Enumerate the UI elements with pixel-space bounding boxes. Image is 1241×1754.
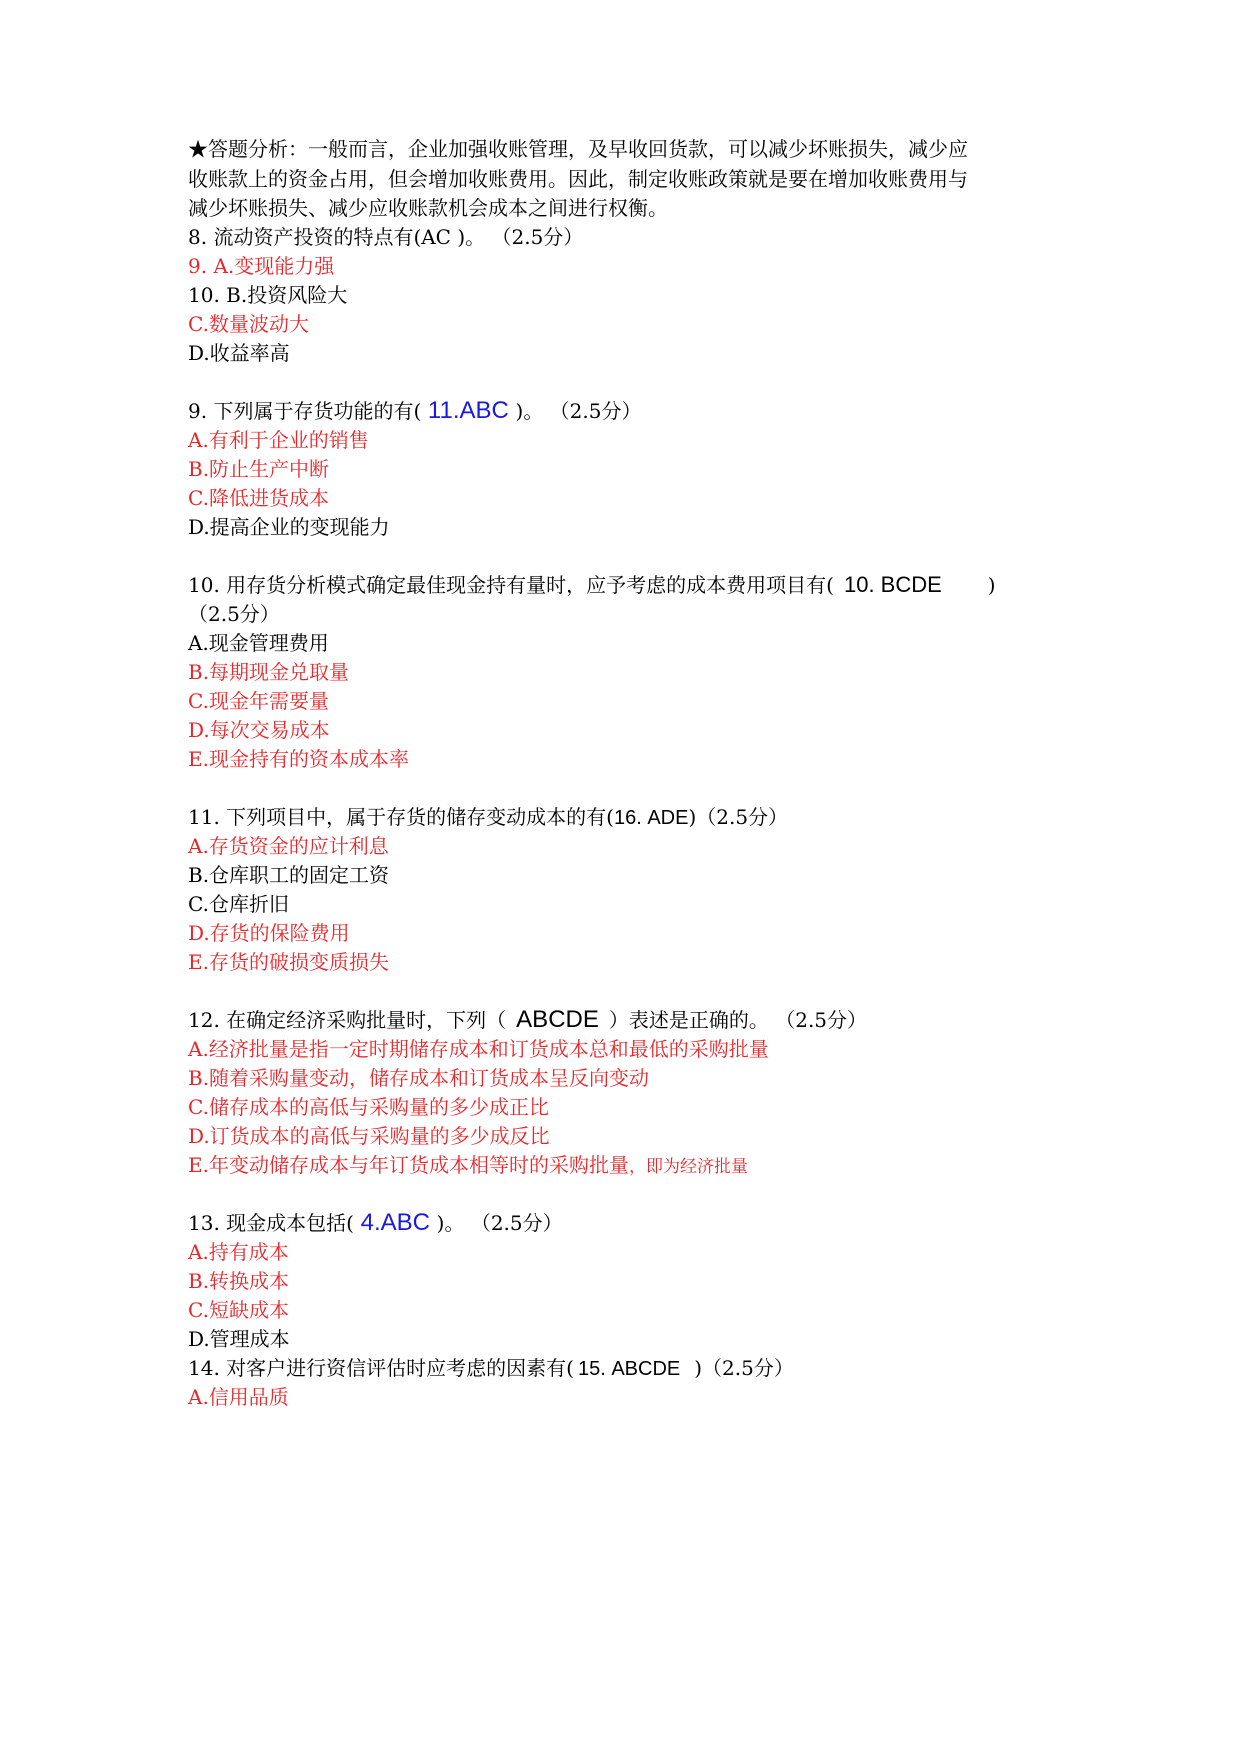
q10-option-b: B.每期现金兑取量 — [188, 660, 350, 684]
q14-option-a: A.信用品质 — [188, 1385, 289, 1409]
q12-prefix: 12. 在确定经济采购批量时，下列（ — [188, 1008, 507, 1032]
q8-option-d: D.收益率高 — [188, 341, 290, 365]
q13-option-c: C.短缺成本 — [188, 1298, 289, 1322]
q12-suffix: ）表述是正确的。 （2.5分） — [608, 1008, 868, 1032]
q9-option-b: B.防止生产中断 — [188, 457, 330, 481]
q14-suffix: )（2.5分） — [694, 1356, 794, 1380]
q13-prefix: 13. 现金成本包括( — [188, 1211, 354, 1235]
q11-option-c: C.仓库折旧 — [188, 892, 289, 916]
q12-option-a: A.经济批量是指一定时期储存成本和订货成本总和最低的采购批量 — [188, 1037, 769, 1061]
q14-answer: 15. ABCDE — [577, 1358, 681, 1380]
q12-option-e-tail: ，即为经济批量 — [628, 1157, 748, 1177]
q9-option-a: A.有利于企业的销售 — [188, 428, 369, 452]
question-14 — [188, 1356, 794, 1381]
q12-option-b: B.随着采购量变动，储存成本和订货成本呈反向变动 — [188, 1066, 650, 1090]
q12-option-d: D.订货成本的高低与采购量的多少成反比 — [188, 1124, 550, 1148]
analysis-line-3: 减少坏账损失、减少应收账款机会成本之间进行权衡。 — [188, 196, 668, 220]
analysis-line-2: 收账款上的资金占用，但会增加收账费用。因此，制定收账政策就是要在增加收账费用与 — [188, 167, 968, 191]
q13-option-a: A.持有成本 — [188, 1240, 289, 1264]
q13-answer: 4.ABC — [353, 1209, 437, 1236]
q11-suffix: )（2.5分） — [688, 805, 789, 829]
analysis-line-1: ★答题分析：一般而言，企业加强收账管理，及早收回货款，可以减少坏账损失，减少应 — [188, 137, 968, 161]
q11-prefix: 11. 下列项目中，属于存货的储存变动成本的有( — [188, 805, 614, 829]
q8-option-a: 9. A.变现能力强 — [188, 254, 335, 278]
q10-answer: 10. BCDE — [843, 572, 942, 597]
q11-option-b: B.仓库职工的固定工资 — [188, 863, 390, 887]
q10-option-d: D.每次交易成本 — [188, 718, 330, 742]
question-13 — [188, 1211, 563, 1235]
q8-option-c: C.数量波动大 — [188, 312, 309, 336]
q9-option-c: C.降低进货成本 — [188, 486, 329, 510]
q13-suffix: )。 （2.5分） — [436, 1211, 563, 1235]
q9-prefix: 9. 下列属于存货功能的有( — [188, 399, 422, 423]
q12-option-c: C.储存成本的高低与采购量的多少成正比 — [188, 1095, 549, 1119]
q12-option-e-main: E.年变动储存成本与年订货成本相等时的采购批量 — [188, 1153, 629, 1177]
q8-option-b: 10. B.投资风险大 — [188, 283, 348, 307]
q11-option-e: E.存货的破损变质损失 — [188, 950, 389, 974]
q10-suffix: ) — [987, 573, 996, 597]
q12-option-e — [188, 1153, 748, 1179]
q13-option-b: B.转换成本 — [188, 1269, 290, 1293]
q9-option-d: D.提高企业的变现能力 — [188, 515, 390, 539]
q10-option-e: E.现金持有的资本成本率 — [188, 747, 409, 771]
q9-answer: 11.ABC — [421, 397, 516, 424]
q13-option-d: D.管理成本 — [188, 1327, 290, 1351]
q14-prefix: 14. 对客户进行资信评估时应考虑的因素有( — [188, 1356, 574, 1380]
q10-score: （2.5分） — [188, 602, 280, 626]
q10-option-c: C.现金年需要量 — [188, 689, 329, 713]
question-11 — [188, 805, 788, 830]
q12-answer: ABCDE — [516, 1006, 599, 1033]
q11-option-d: D.存货的保险费用 — [188, 921, 350, 945]
q10-option-a: A.现金管理费用 — [188, 631, 329, 655]
q10-prefix: 10. 用存货分析模式确定最佳现金持有量时，应予考虑的成本费用项目有( — [188, 573, 834, 597]
q9-suffix: )。 （2.5分） — [515, 399, 642, 423]
q11-answer: 16. ADE — [613, 807, 689, 829]
question-10 — [188, 573, 996, 597]
question-8: 8. 流动资产投资的特点有(AC )。 （2.5分） — [188, 225, 584, 249]
question-12 — [188, 1008, 867, 1032]
question-9 — [188, 399, 641, 423]
q11-option-a: A.存货资金的应计利息 — [188, 834, 389, 858]
